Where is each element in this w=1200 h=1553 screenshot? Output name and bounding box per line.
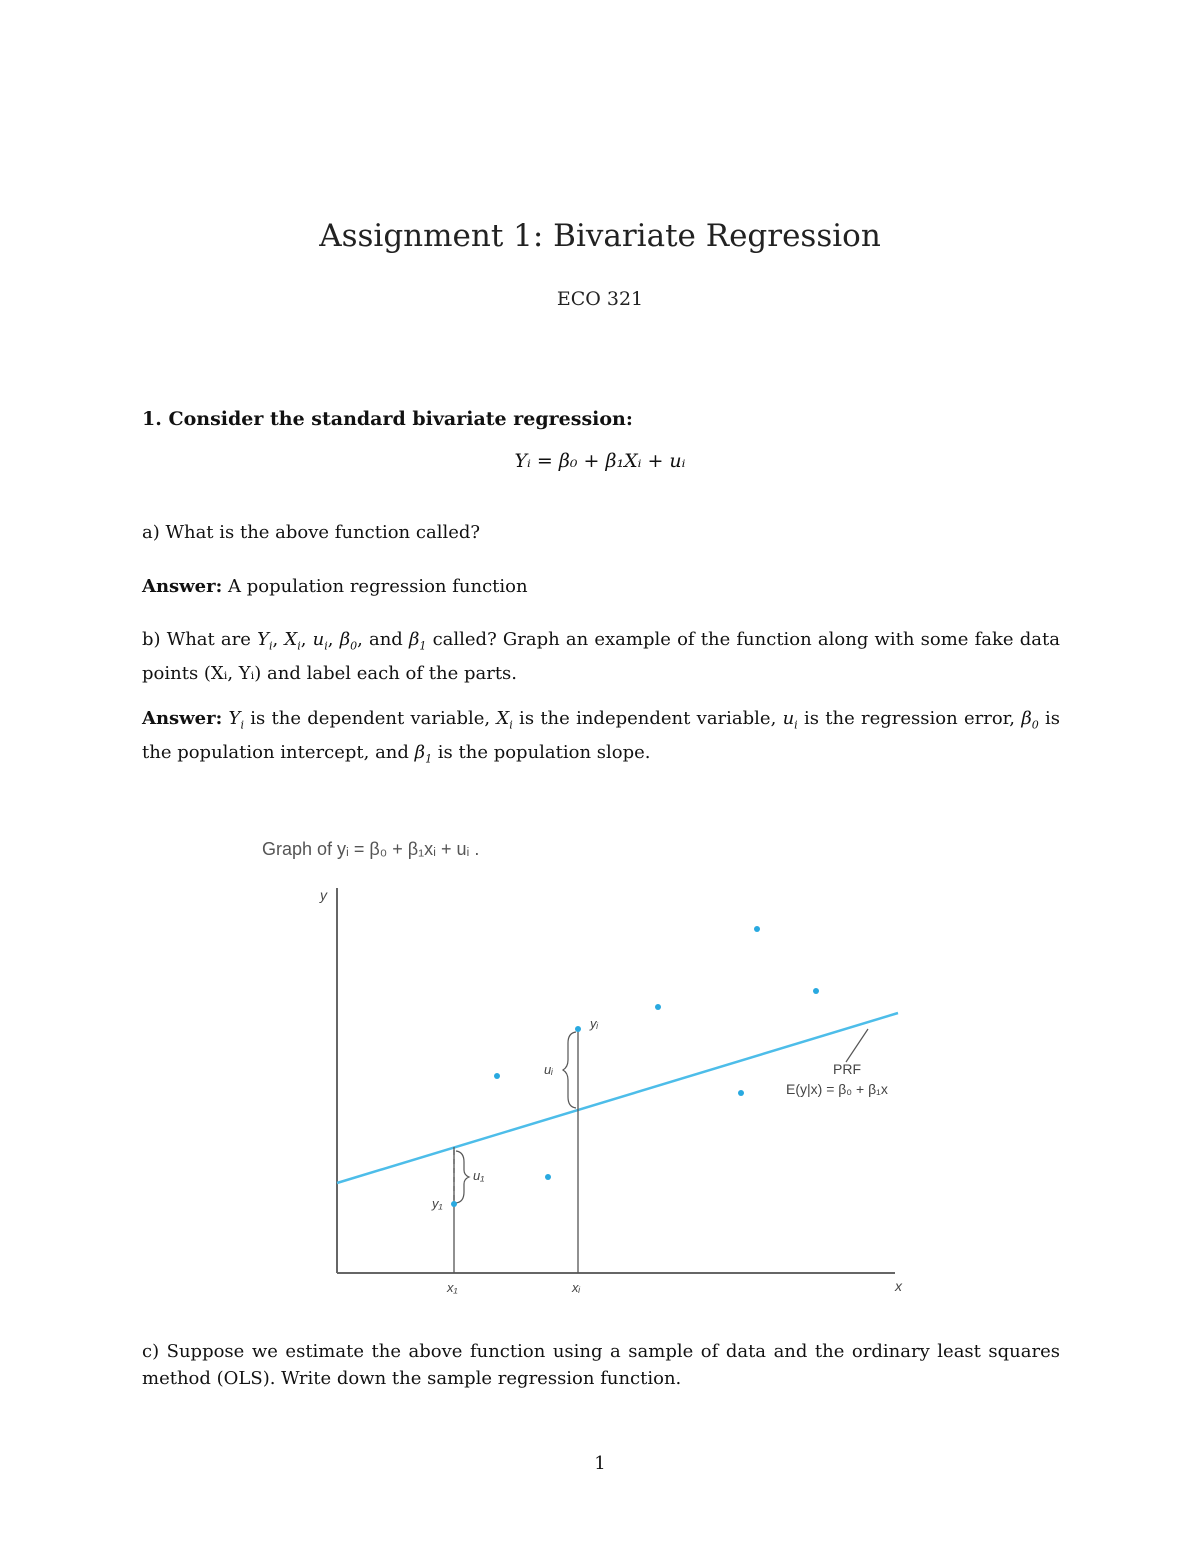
page-title: Assignment 1: Bivariate Regression — [319, 218, 881, 254]
part-b-answer: Answer: $Y_i$ is the dependent variable, $X_i$ is the independent variable, $u_i$ is the regression error, $\beta_0$ is the population intercept, and $\beta_1$ is the population slope. — [142, 708, 1060, 766]
answer-text: A population regression function — [228, 576, 528, 597]
question-1 — [142, 408, 633, 430]
data-point — [494, 1073, 500, 1079]
figure-caption: Graph of yᵢ = β₀ + β₁xᵢ + uᵢ . — [262, 839, 480, 859]
answer-label: Answer: — [142, 708, 223, 729]
part-b-question-pre: b) What are — [142, 629, 251, 650]
data-point — [655, 1004, 661, 1010]
prf-equation: E(y|x) = β₀ + β₁x — [786, 1081, 888, 1097]
data-point-yi — [575, 1026, 581, 1032]
regression-equation: Yᵢ = β₀ + β₁Xᵢ + uᵢ — [514, 450, 686, 472]
data-point — [738, 1090, 744, 1096]
ui-brace — [563, 1032, 576, 1108]
data-point — [545, 1174, 551, 1180]
u1-label: u₁ — [473, 1168, 485, 1183]
answer-label: Answer: — [142, 576, 223, 597]
question-text: Consider the standard bivariate regression: — [168, 408, 633, 430]
x1-label: x₁ — [447, 1280, 458, 1295]
y1-label: y₁ — [432, 1196, 443, 1211]
x-axis-label: x — [895, 1278, 902, 1294]
xi-label: xᵢ — [572, 1280, 581, 1295]
u1-brace — [456, 1151, 469, 1203]
data-point-y1 — [451, 1201, 457, 1207]
data-point — [754, 926, 760, 932]
prf-pointer — [846, 1029, 868, 1062]
part-c-question: c) Suppose we estimate the above function using a sample of data and the ordinary least squares method (OLS). Write down the sample regression function. — [142, 1341, 1060, 1389]
prf-label: PRF — [833, 1061, 861, 1077]
data-point — [813, 988, 819, 994]
yi-label: yᵢ — [590, 1016, 599, 1031]
regression-figure — [250, 830, 930, 1300]
page-number: 1 — [594, 1453, 606, 1474]
y-axis-label: y — [320, 887, 327, 903]
part-a-question: a) What is the above function called? — [142, 522, 481, 543]
prf-line — [337, 1013, 898, 1183]
part-a-answer — [142, 573, 1060, 600]
question-number: 1. — [142, 408, 162, 430]
part-b-question: b) What are $Y_i$, $X_i$, $u_i$, $\beta_0$, and $\beta_1$ called? Graph an example of the function along with some fake data points (Xᵢ, Yᵢ) and label each of the parts. — [142, 629, 1060, 684]
ui-label: uᵢ — [544, 1062, 553, 1077]
course-code: ECO 321 — [556, 288, 644, 310]
part-b-question-post: called? Graph an example of the function along with some fake data points (Xᵢ, Yᵢ) and label each of the parts. — [142, 629, 1060, 684]
